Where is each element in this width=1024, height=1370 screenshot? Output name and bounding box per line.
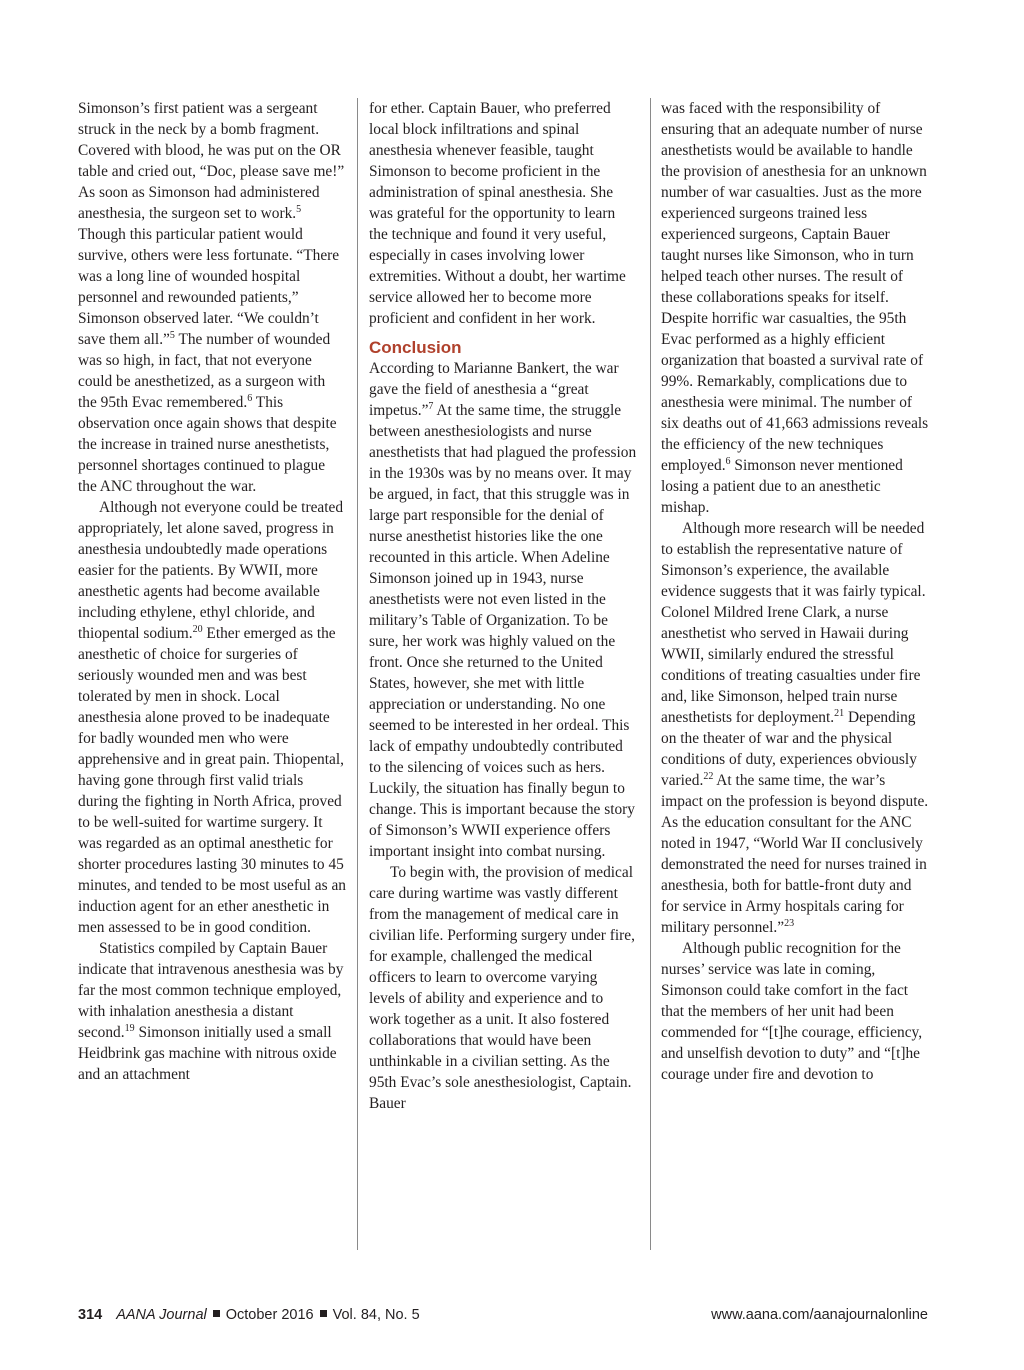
citation: 23 — [784, 917, 795, 929]
paragraph: Although more research will be needed to establish the representative nature of Simonson’s experience, the available evidence suggests that it was fairly typical. Colonel Mildred Irene Clark, a nurse anesthetist who served in Hawaii during WWII, similarly endured the stressful conditions of treating casualties under fire and, like Simonson, helped train nurse anesthetists for deployment.$^{21}$ Depending on the theater of war and the physical conditions of duty, experiences obviously varied.$^{22}$ At the same time, the war’s impact on the profession is beyond dispute. As the education consultant for the ANC noted in 1947, “World War II conclusively demonstrated the need for nurses trained in anesthesia, both for battle-front duty and for service in Army hospitals caring for military personnel.”$^{23}$ — [661, 520, 929, 936]
paragraph: Although not everyone could be treated appropriately, let alone saved, progress in anesthesia undoubtedly made operations easier for the patients. By WWII, more anesthetic agents had become available including ethylene, ethyl chloride, and thiopental sodium.$^{20}$ Ether emerged as the anesthetic of choice for surgeries of seriously wounded men and was best tolerated by men in shock. Local anesthesia alone proved to be inadequate for badly wounded men who were apprehensive and in great pain. Thiopental, having gone through first valid trials during the fighting in North Africa, proved to be well-suited for wartime surgery. It was regarded as an optimal anesthetic for shorter procedures lasting 30 minutes to 45 minutes, and tended to be most useful as an induction agent for an ether anesthetic in men assessed to be in good condition. — [78, 499, 346, 936]
column-right — [661, 98, 929, 1085]
volume-issue: Vol. 84, No. 5 — [332, 1307, 420, 1323]
square-bullet-icon — [213, 1310, 220, 1317]
citation: 6 — [725, 455, 731, 467]
column-left — [78, 98, 346, 1085]
citation: 5 — [169, 329, 175, 341]
citation: 7 — [428, 400, 434, 412]
page-footer — [78, 1307, 928, 1327]
citation: 19 — [124, 1022, 135, 1034]
journal-title: AANA Journal — [116, 1307, 207, 1323]
citation: 6 — [247, 392, 253, 404]
paragraph: To begin with, the provision of medical care during wartime was vastly different from the management of medical care in civilian life. Performing surgery under fire, for example, challenged the medical officers to learn to overcome varying levels of ability and experience and to work together as a unit. It also fostered collaborations that would have been unthinkable in a civilian setting. As the 95th Evac’s sole anesthesiologist, Captain. Bauer — [369, 864, 635, 1112]
column-middle — [369, 98, 637, 1114]
paragraph: for ether. Captain Bauer, who preferred local block infiltrations and spinal anesthesia whenever feasible, taught Simonson to become proficient in the administration of spinal anesthesia. She was grateful for the opportunity to learn the technique and found it very useful, especially in cases involving lower extremities. Without a doubt, her wartime service allowed her to become more proficient and confident in her work. — [369, 100, 626, 327]
issue-date: October 2016 — [225, 1307, 314, 1323]
journal-url: www.aana.com/aanajournalonline — [711, 1307, 928, 1323]
paragraph: Statistics compiled by Captain Bauer indicate that intravenous anesthesia was by far the most common technique employed, with inhalation anesthesia a distant second.$^{19}$ Simonson initially used a small Heidbrink gas machine with nitrous oxide and an attachment — [78, 940, 344, 1083]
citation: 20 — [192, 623, 203, 635]
paragraph: was faced with the responsibility of ensuring that an adequate number of nurse anesthetists would be available to handle the provision of anesthesia for an unknown number of war casualties. Just as the more experienced surgeons trained less experienced surgeons, Captain Bauer taught nurses like Simonson, who in turn helped teach other nurses. The result of these collaborations speaks for itself. Despite horrific war casualties, the 95th Evac performed as a highly efficient organization that boasted a survival rate of 99%. Remarkably, complications due to anesthesia were minimal. The number of six deaths out of 41,663 admissions reveals the efficiency of the new techniques employed.$^6$ Simonson never mentioned losing a patient due to an anesthetic mishap. — [661, 100, 929, 516]
paragraph: Although public recognition for the nurses’ service was late in coming, Simonson could take comfort in the fact that the members of her unit had been commended for “[t]he courage, efficiency, and unselfish devotion to duty” and “[t]he courage under fire and devotion to — [661, 940, 923, 1083]
citation: 22 — [703, 770, 714, 782]
citation: 21 — [834, 707, 845, 719]
column-divider — [650, 98, 651, 1250]
column-divider — [357, 98, 358, 1250]
square-bullet-icon — [320, 1310, 327, 1317]
paragraph: Simonson’s first patient was a sergeant struck in the neck by a bomb fragment. Covered with blood, he was put on the OR table and cried out, “Doc, please save me!” As soon as Simonson had administered anesthesia, the surgeon set to work.$^5$ Though this particular patient would survive, others were less fortunate. “There was a long line of wounded hospital personnel and rewounded patients,” Simonson observed later. “We couldn’t save them all.”$^5$ The number of wounded was so high, in fact, that not everyone could be anesthetized, as a surgeon with the 95th Evac remembered.$^6$ This observation once again shows that despite the increase in trained nurse anesthetists, personnel shortages continued to plague the ANC throughout the war. — [78, 100, 345, 495]
section-heading-conclusion: Conclusion — [369, 338, 462, 357]
paragraph: According to Marianne Bankert, the war gave the field of anesthesia a “great impetus.”$^7$ At the same time, the struggle between anesthesiologists and nurse anesthetists that had plagued the profession in the 1930s was by no means over. It may be argued, in fact, that this struggle was in large part responsible for the denial of nurse anesthetist histories like the one recounted in this article. When Adeline Simonson joined up in 1943, nurse anesthetists were not even listed in the military’s Table of Organization. To be sure, her work was highly valued on the front. Once she returned to the United States, however, she met with little appreciation or understanding. No one seemed to be interested in her ordeal. This lack of empathy undoubtedly contributed to the silencing of voices such as hers. Luckily, the situation has finally begun to change. This is important because the story of Simonson’s WWII experience offers important insight into combat nursing. — [369, 360, 637, 860]
page-number: 314 — [78, 1307, 103, 1323]
citation: 5 — [296, 203, 302, 215]
